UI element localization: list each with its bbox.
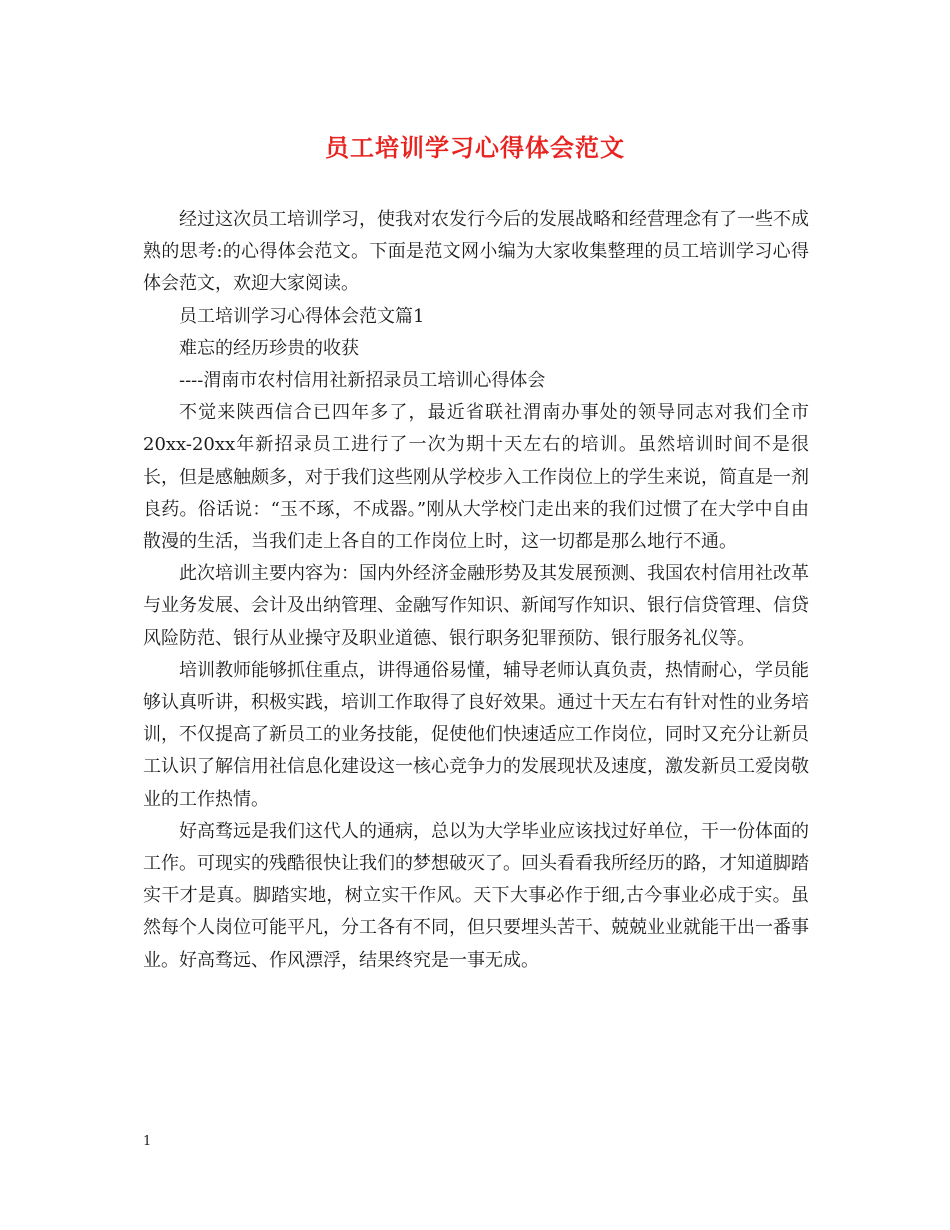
paragraph: 培训教师能够抓住重点，讲得通俗易懂，辅导老师认真负责，热情耐心，学员能够认真听讲，积极实践，培训工作取得了良好效果。通过十天左右有针对性的业务培训，不仅提高了新员工的业务技能，促使他们快速适应工作岗位，同时又充分让新员工认识了解信用社信息化建设这一核心竞争力的发展现状及速度，激发新员工爱岗敬业的工作热情。 xyxy=(143,659,809,810)
paragraph-intro: 经过这次员工培训学习，使我对农发行今后的发展战略和经营理念有了一些不成熟的思考:的心得体会范文。下面是范文网小编为大家收集整理的员工培训学习心得体会范文，欢迎大家阅读。 xyxy=(143,209,809,295)
paragraph: 此次培训主要内容为：国内外经济金融形势及其发展预测、我国农村信用社改革与业务发展、会计及出纳管理、金融写作知识、新闻写作知识、银行信贷管理、信贷风险防范、银行从业操守及职业道德、银行职务犯罪预防、银行服务礼仪等。 xyxy=(143,563,809,649)
document-body xyxy=(143,204,809,977)
essay-title: 难忘的经历珍贵的收获 xyxy=(179,337,359,359)
document-title: 员工培训学习心得体会范文 xyxy=(325,133,625,162)
page-number: 1 xyxy=(143,1134,152,1149)
essay-subtitle: ----渭南市农村信用社新招录员工培训心得体会 xyxy=(179,370,546,392)
paragraph: 不觉来陕西信合已四年多了，最近省联社渭南办事处的领导同志对我们全市20xx-20xx年新招录员工进行了一次为期十天左右的培训。虽然培训时间不是很长，但是感触颇多，对于我们这些刚从学校步入工作岗位上的学生来说，简直是一剂良药。俗话说：“玉不琢，不成器。”刚从大学校门走出来的我们过惯了在大学中自由散漫的生活，当我们走上各自的工作岗位上时，这一切都是那么地行不通。 xyxy=(143,402,809,553)
section-heading: 员工培训学习心得体会范文篇1 xyxy=(179,305,425,327)
paragraph: 好高骛远是我们这代人的通病，总以为大学毕业应该找过好单位，干一份体面的工作。可现实的残酷很快让我们的梦想破灭了。回头看看我所经历的路，才知道脚踏实干才是真。脚踏实地，树立实干作风。天下大事必作于细,古今事业必成于实。虽然每个人岗位可能平凡，分工各有不同，但只要埋头苦干、兢兢业业就能干出一番事业。好高骛远、作风漂浮，结果终究是一事无成。 xyxy=(143,820,809,971)
